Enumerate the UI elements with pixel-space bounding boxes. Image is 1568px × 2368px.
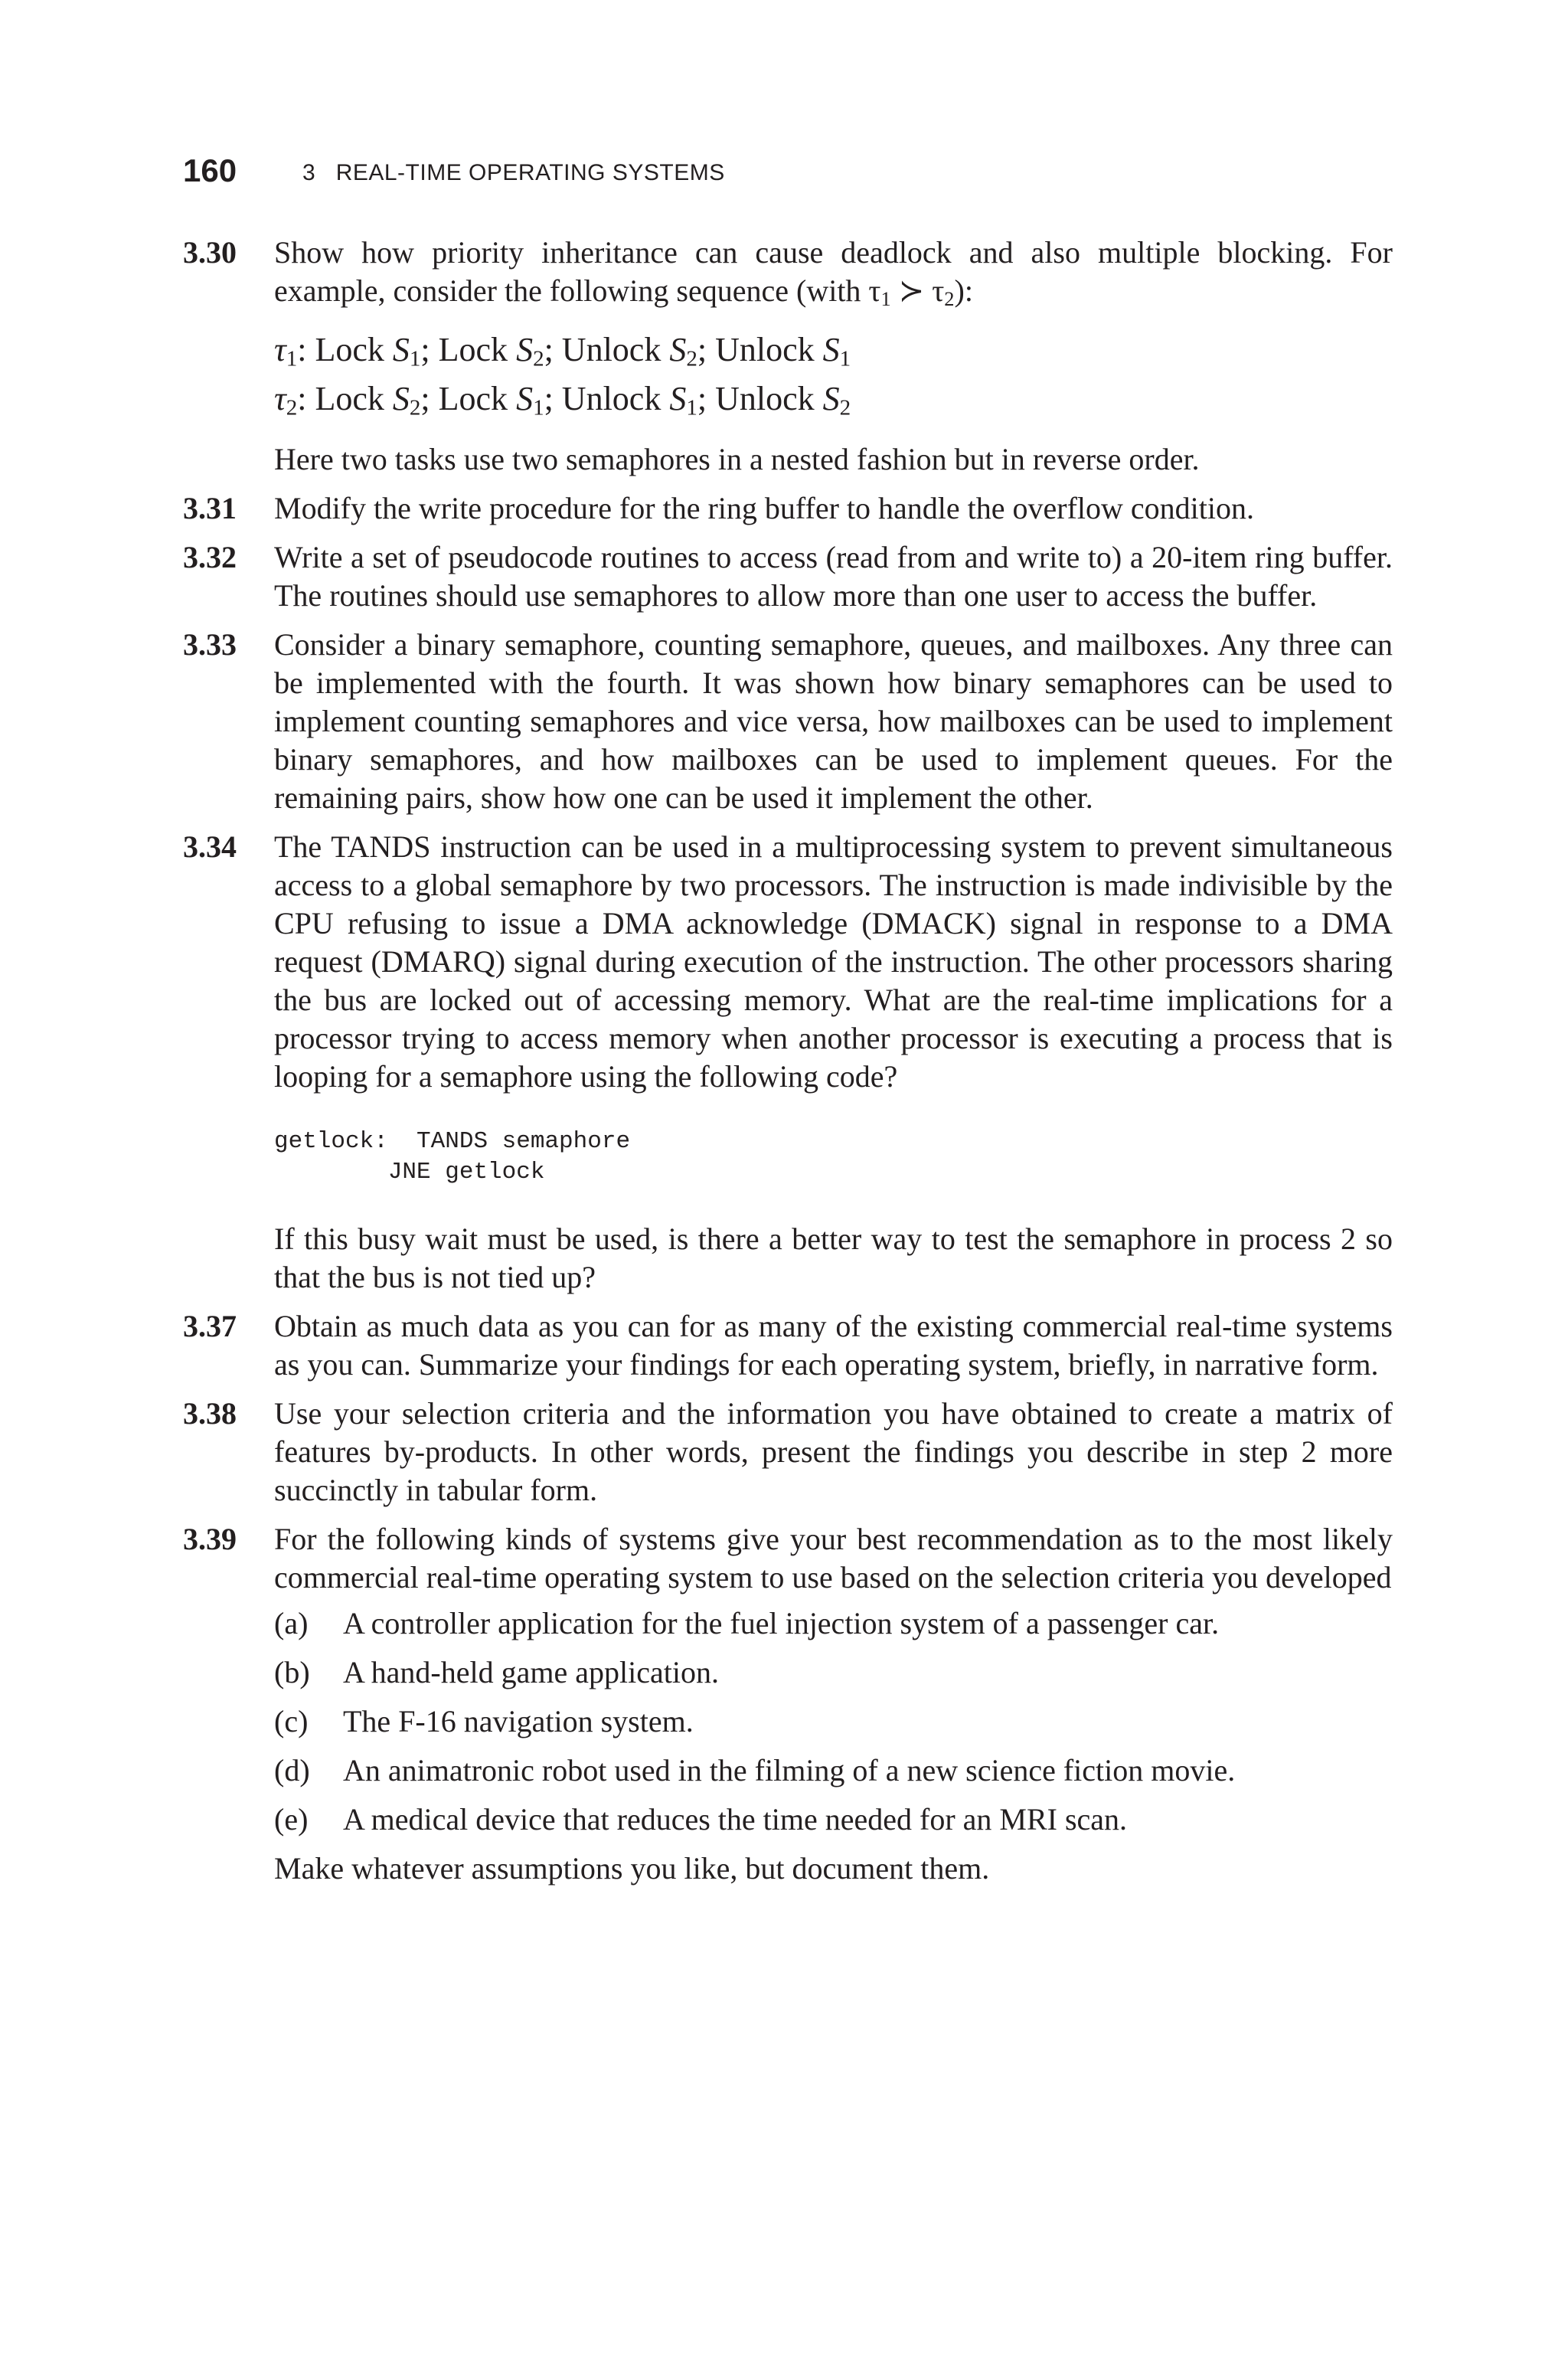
task-symbol: τ <box>274 331 286 368</box>
list-item <box>274 1702 1393 1741</box>
semaphore-subscript: 2 <box>686 346 697 371</box>
exercise-number: 3.33 <box>183 627 237 662</box>
exercise-number: 3.30 <box>183 235 237 270</box>
chapter-title: 3 REAL-TIME OPERATING SYSTEMS <box>302 160 725 185</box>
list-item-text: A medical device that reduces the time needed for an MRI scan. <box>343 1802 1128 1837</box>
semaphore-subscript: 2 <box>839 395 851 420</box>
list-item <box>274 1801 1393 1839</box>
page-number: 160 <box>183 152 237 188</box>
exercise-3-38 <box>183 1395 1393 1509</box>
sequence-text: : Lock <box>297 331 393 368</box>
list-item-text: A controller application for the fuel injection system of a passenger car. <box>343 1606 1220 1640</box>
sequence-text: ; Unlock <box>544 331 670 368</box>
sequence-text: ; Unlock <box>697 380 823 417</box>
exercise-3-31 <box>183 489 1393 528</box>
exercise-text: Show how priority inheritance can cause deadlock and also multiple blocking. For example, consider the following sequence (with $\tau_1$ ≻ $\tau_2$): <box>274 235 1393 310</box>
semaphore-subscript: 2 <box>533 346 544 371</box>
exercise-3-30 <box>183 234 1393 479</box>
exercise-text: Obtain as much data as you can for as many of the existing commercial real-time systems as you can. Summarize your findings for each operating system, briefly, in narrative form. <box>274 1309 1393 1382</box>
exercise-text: Write a set of pseudocode routines to access (read from and write to) a 20-item ring buffer. The routines should use semaphores to allow more than one user to access the buffer. <box>274 540 1393 613</box>
exercise-text: Consider a binary semaphore, counting semaphore, queues, and mailboxes. Any three can be implemented with the fourth. It was shown how binary semaphores can be used to implement counting semaphores and vice versa, how mailboxes can be used to implement binary semaphores, and how mailboxes can be used to implement queues. For the remaining pairs, show how one can be used it implement the other. <box>274 627 1393 815</box>
sequence-text: ; Unlock <box>544 380 670 417</box>
exercise-number: 3.32 <box>183 540 237 574</box>
list-item-text: An animatronic robot used in the filming of a new science fiction movie. <box>343 1753 1236 1787</box>
code-listing: getlock: TANDS semaphore JNE getlock <box>274 1128 631 1186</box>
semaphore-symbol: S <box>516 380 534 417</box>
list-item <box>274 1604 1393 1643</box>
task-subscript: 2 <box>286 395 298 420</box>
exercise-list <box>183 234 1393 1899</box>
running-head <box>183 152 1408 198</box>
semaphore-subscript: 2 <box>409 395 421 420</box>
sequence-text: ; Unlock <box>697 331 823 368</box>
exercise-number: 3.31 <box>183 491 237 525</box>
task-symbol: τ <box>274 380 286 417</box>
sequence-text: : Lock <box>297 380 393 417</box>
semaphore-symbol: S <box>392 380 410 417</box>
task-subscript: 1 <box>286 346 298 371</box>
list-item-text: The F-16 navigation system. <box>343 1704 694 1738</box>
exercise-3-33 <box>183 626 1393 817</box>
sequence-line-task-1 <box>274 325 1393 374</box>
exercise-text: For the following kinds of systems give your best recommendation as to the most likely commercial real-time operating system to use based on the selection criteria you developed <box>274 1522 1393 1594</box>
list-item-label: (d) <box>274 1753 310 1787</box>
exercise-closing: Make whatever assumptions you like, but document them. <box>274 1851 990 1886</box>
list-item <box>274 1653 1393 1692</box>
list-item-label: (c) <box>274 1704 309 1738</box>
exercise-text: Modify the write procedure for the ring buffer to handle the overflow condition. <box>274 491 1254 525</box>
semaphore-subscript: 1 <box>533 395 544 420</box>
semaphore-symbol: S <box>669 331 687 368</box>
exercise-number: 3.34 <box>183 829 237 864</box>
list-item <box>274 1751 1393 1790</box>
semaphore-symbol: S <box>822 380 840 417</box>
list-item-text: A hand-held game application. <box>343 1655 719 1689</box>
exercise-number: 3.38 <box>183 1396 237 1431</box>
semaphore-symbol: S <box>822 331 840 368</box>
exercise-text-part: Show how priority inheritance can cause deadlock and also multiple blocking. For example, consider the following sequence (with τ <box>274 235 1393 308</box>
exercise-3-34 <box>183 828 1393 1297</box>
semaphore-subscript: 1 <box>839 346 851 371</box>
exercise-3-39 <box>183 1520 1393 1888</box>
exercise-followup: Here two tasks use two semaphores in a nested fashion but in reverse order. <box>274 442 1200 476</box>
list-item-label: (e) <box>274 1802 309 1837</box>
exercise-text: Use your selection criteria and the information you have obtained to create a matrix of features by-products. In other words, present the findings you describe in step 2 more succinctly in tabular form. <box>274 1396 1393 1507</box>
exercise-followup: If this busy wait must be used, is there a better way to test the semaphore in process 2 so that the bus is not tied up? <box>274 1222 1393 1294</box>
list-item-label: (a) <box>274 1606 309 1640</box>
sequence-text: ; Lock <box>420 380 517 417</box>
semaphore-subscript: 1 <box>409 346 421 371</box>
sequence-text: ; Lock <box>420 331 517 368</box>
lock-sequence <box>274 325 1393 424</box>
exercise-number: 3.37 <box>183 1309 237 1343</box>
exercise-text-part: ≻ τ <box>890 273 945 308</box>
semaphore-symbol: S <box>516 331 534 368</box>
sequence-line-task-2 <box>274 374 1393 424</box>
exercise-3-32 <box>183 538 1393 615</box>
semaphore-symbol: S <box>392 331 410 368</box>
exercise-number: 3.39 <box>183 1522 237 1556</box>
exercise-3-37 <box>183 1307 1393 1384</box>
exercise-text: The TANDS instruction can be used in a multiprocessing system to prevent simultaneous access to a global semaphore by two processors. The instruction is made indivisible by the CPU refusing to issue a DMA acknowledge (DMACK) signal in response to a DMA request (DMARQ) signal during execution of the instruction. The other processors sharing the bus are locked out of accessing memory. What are the real-time implications for a processor trying to access memory when another processor is executing a process that is looping for a semaphore using the following code? <box>274 829 1393 1094</box>
semaphore-subscript: 1 <box>686 395 697 420</box>
list-item-label: (b) <box>274 1655 310 1689</box>
semaphore-symbol: S <box>669 380 687 417</box>
system-list <box>274 1604 1393 1839</box>
exercise-text-part: ): <box>954 273 973 308</box>
